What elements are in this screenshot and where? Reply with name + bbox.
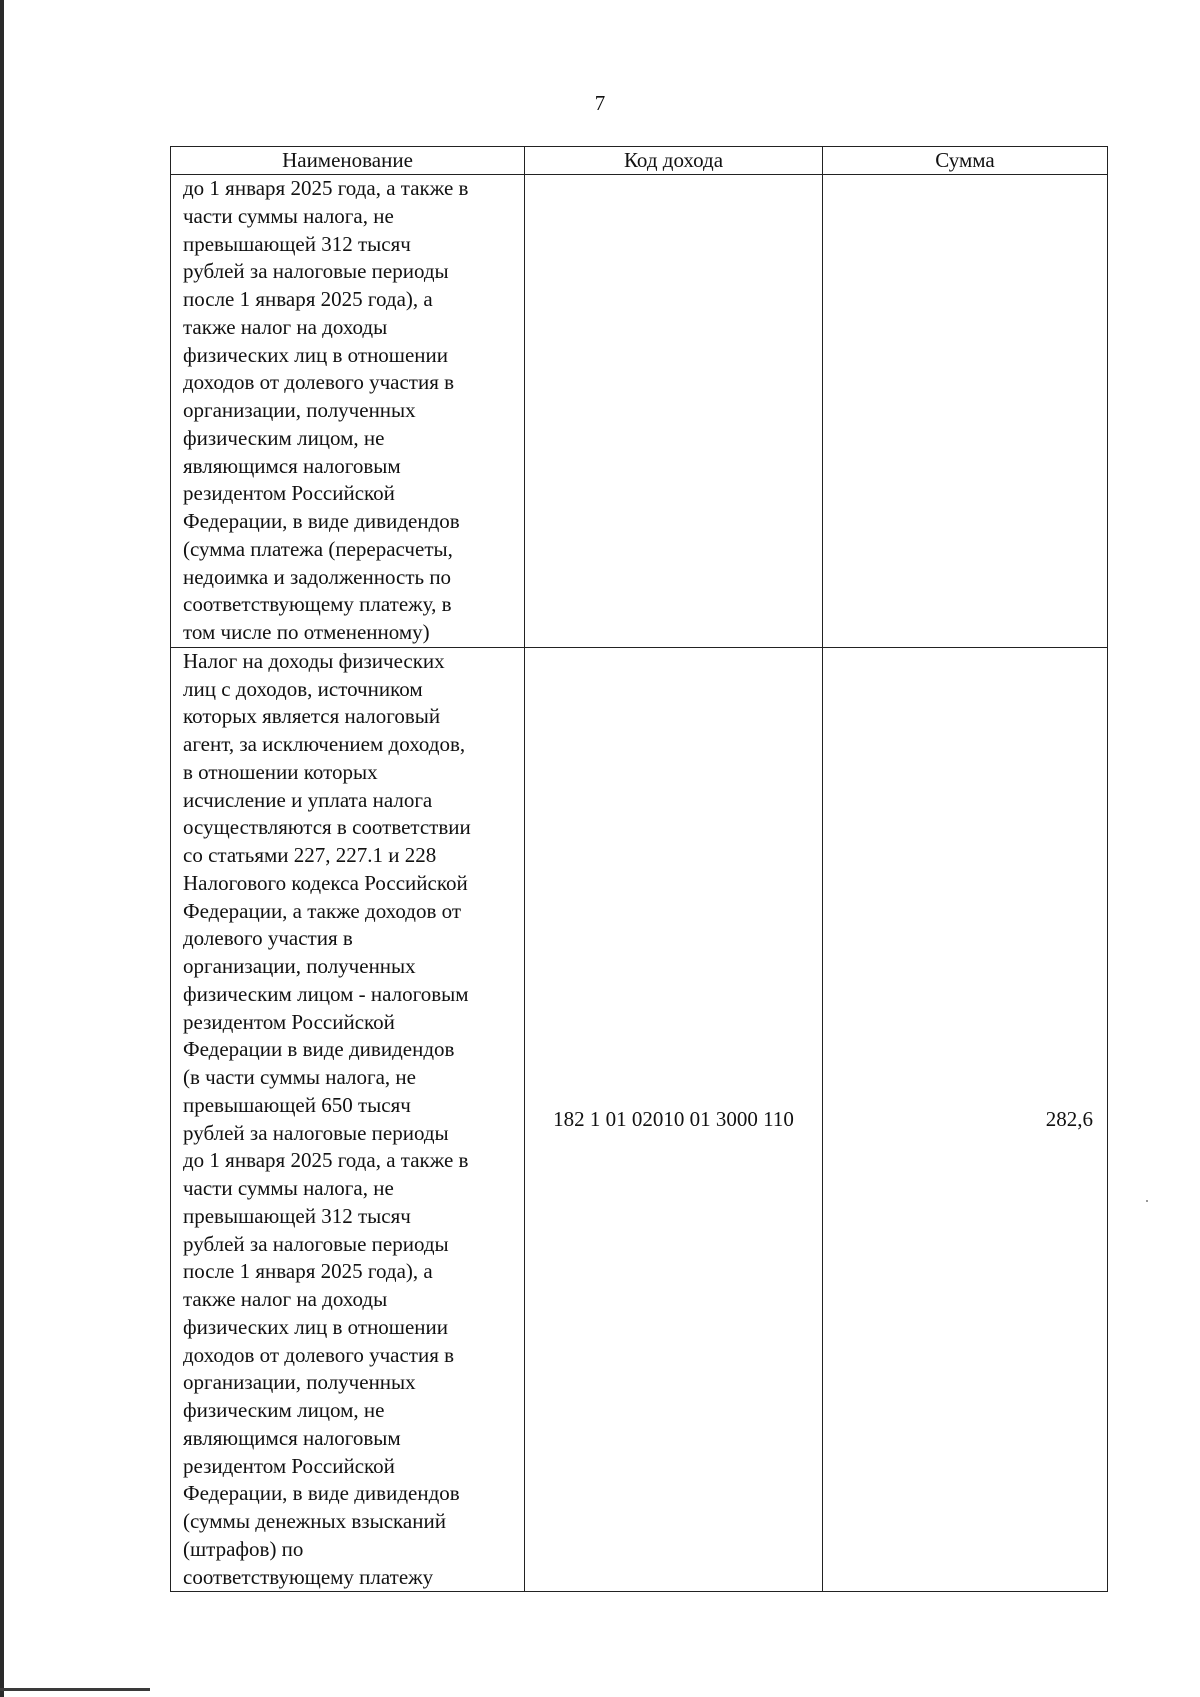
row-name-cell: Налог на доходы физических лиц с доходов, источником которых является налоговый агент, за исключением доходов, в отношении которых исчисление и уплата налога осуществляются в соответствии со статьями 227, 227.1 и 228 Налогового кодекса Российской Федерации, а также доходов от долевого участия в организации, полученных физическим лицом - налоговым резидентом Российской Федерации в виде дивидендов (в части суммы налога, не превышающей 650 тысяч рублей за налоговые периоды до 1 января 2025 года, а также в части суммы налога, не превышающей 312 тысяч рублей за налоговые периоды после 1 января 2025 года), а также налог на доходы физических лиц в отношении доходов от долевого участия в организации, полученных физическим лицом, не являющимся налоговым резидентом Российской Федерации, в виде дивидендов (суммы денежных взысканий (штрафов) по соответствующему платежу — [171, 647, 525, 1592]
table-row — [171, 647, 1108, 1592]
row-name-cell: до 1 января 2025 года, а также в части суммы налога, не превышающей 312 тысяч рублей за налоговые периоды после 1 января 2025 года), а также налог на доходы физических лиц в отношении доходов от долевого участия в организации, полученных физическим лицом, не являющимся налоговым резидентом Российской Федерации, в виде дивидендов (сумма платежа (перерасчеты, недоимка и задолженность по соответствующему платежу, в том числе по отмененному) — [171, 175, 525, 648]
row-sum-cell: 282,6 — [823, 647, 1108, 1592]
row-code-cell — [525, 175, 823, 648]
row-sum-cell — [823, 175, 1108, 648]
income-table — [170, 146, 1108, 1592]
row-code-cell: 182 1 01 02010 01 3000 110 — [525, 647, 823, 1592]
scan-edge-bottom — [0, 1688, 150, 1691]
page-number: 7 — [594, 91, 606, 115]
table-row — [171, 175, 1108, 648]
scan-edge-left — [0, 0, 4, 1697]
header-name: Наименование — [171, 147, 525, 175]
table-header-row — [171, 147, 1108, 175]
scan-speck — [1146, 1200, 1148, 1202]
header-sum: Сумма — [823, 147, 1108, 175]
header-code: Код дохода — [525, 147, 823, 175]
